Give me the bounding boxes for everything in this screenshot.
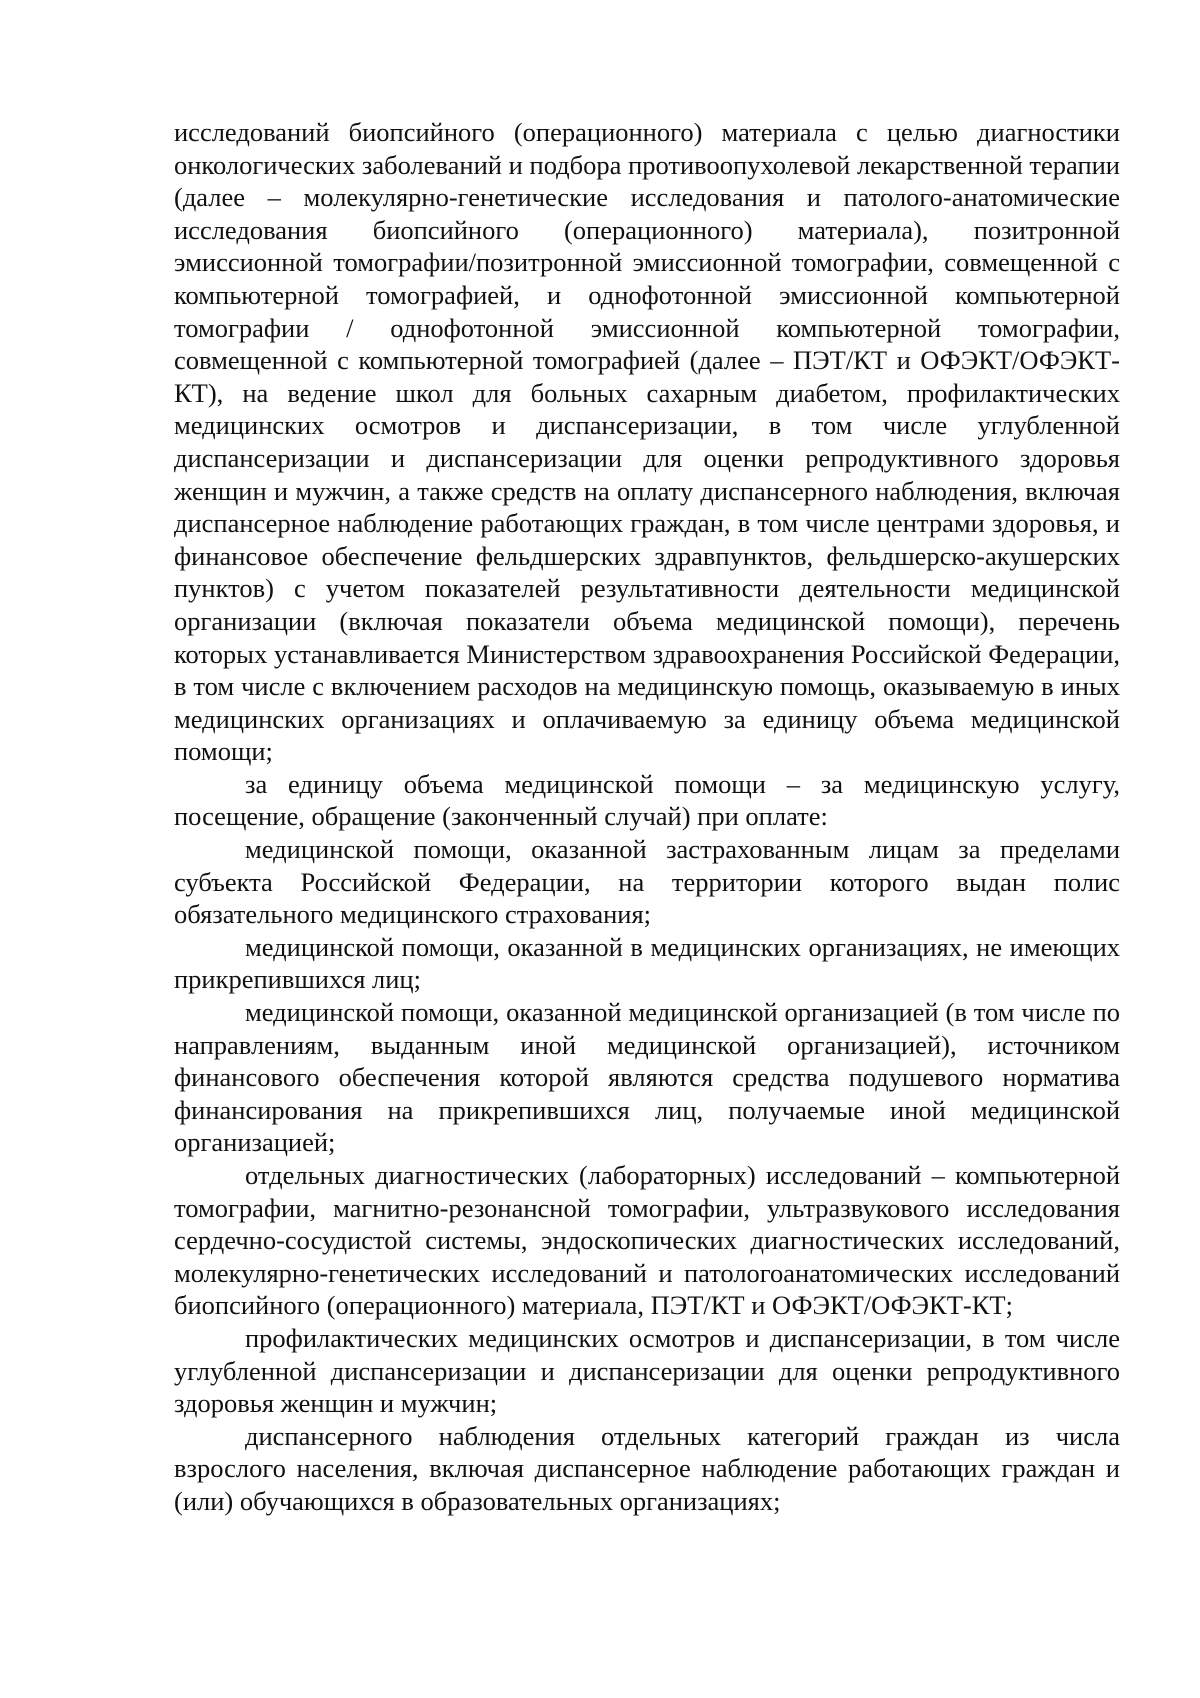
paragraph-referrals: медицинской помощи, оказанной медицинской организацией (в том числе по направлениям, выданным иной медицинской организацией), источником финансового обеспечения которой являются средства подушевого норматива финансирования на прикрепившихся лиц, получаемые иной медицинской организацией; xyxy=(174,997,1120,1158)
paragraph-preventive-examinations: профилактических медицинских осмотров и диспансеризации, в том числе углубленной диспансеризации и диспансеризации для оценки репродуктивного здоровья женщин и мужчин; xyxy=(174,1322,1120,1419)
paragraph-dispensary-observation: диспансерного наблюдения отдельных категорий граждан из числа взрослого населения, включая диспансерное наблюдение работающих граждан и (или) обучающихся в образовательных организациях; xyxy=(174,1420,1120,1516)
paragraph-diagnostic-studies: отдельных диагностических (лабораторных) исследований – компьютерной томографии, магнитно-резонансной томографии, ультразвукового исследования сердечно-сосудистой системы, эндоскопических диагностических исследований, молекулярно-генетических исследований и патологоанатомических исследований биопсийного (операционного) материала, ПЭТ/КТ и ОФЭКТ/ОФЭКТ-КТ; xyxy=(174,1160,1120,1321)
document-body xyxy=(174,116,1120,1518)
paragraph-continuation: исследований биопсийного (операционного) материала с целью диагностики онкологических заболеваний и подбора противоопухолевой лекарственной терапии (далее – молекулярно-генетические исследования и патолого-анатомические исследования биопсийного (операционного) материала), позитронной эмиссионной томографии/позитронной эмиссионной томографии, совмещенной с компьютерной томографией, и однофотонной эмиссионной компьютерной томографии / однофотонной эмиссионной компьютерной томографии, совмещенной с компьютерной томографией (далее – ПЭТ/КТ и ОФЭКТ/ОФЭКТ-КТ), на ведение школ для больных сахарным диабетом, профилактических медицинских осмотров и диспансеризации, в том числе углубленной диспансеризации и диспансеризации для оценки репродуктивного здоровья женщин и мужчин, а также средств на оплату диспансерного наблюдения, включая диспансерное наблюдение работающих граждан, в том числе центрами здоровья, и финансовое обеспечение фельдшерских здравпунктов, фельдшерско-акушерских пунктов) с учетом показателей результативности деятельности медицинской организации (включая показатели объема медицинской помощи), перечень которых устанавливается Министерством здравоохранения Российской Федерации, в том числе с включением расходов на медицинскую помощь, оказываемую в иных медицинских организациях и оплачиваемую за единицу объема медицинской помощи; xyxy=(174,117,1120,767)
paragraph-no-attached-persons: медицинской помощи, оказанной в медицинских организациях, не имеющих прикрепившихся лиц; xyxy=(174,931,1120,995)
paragraph-outside-region: медицинской помощи, оказанной застрахованным лицам за пределами субъекта Российской Федерации, на территории которого выдан полис обязательного медицинского страхования; xyxy=(174,834,1120,930)
paragraph-unit-of-volume: за единицу объема медицинской помощи – за медицинскую услугу, посещение, обращение (законченный случай) при оплате: xyxy=(174,768,1120,832)
